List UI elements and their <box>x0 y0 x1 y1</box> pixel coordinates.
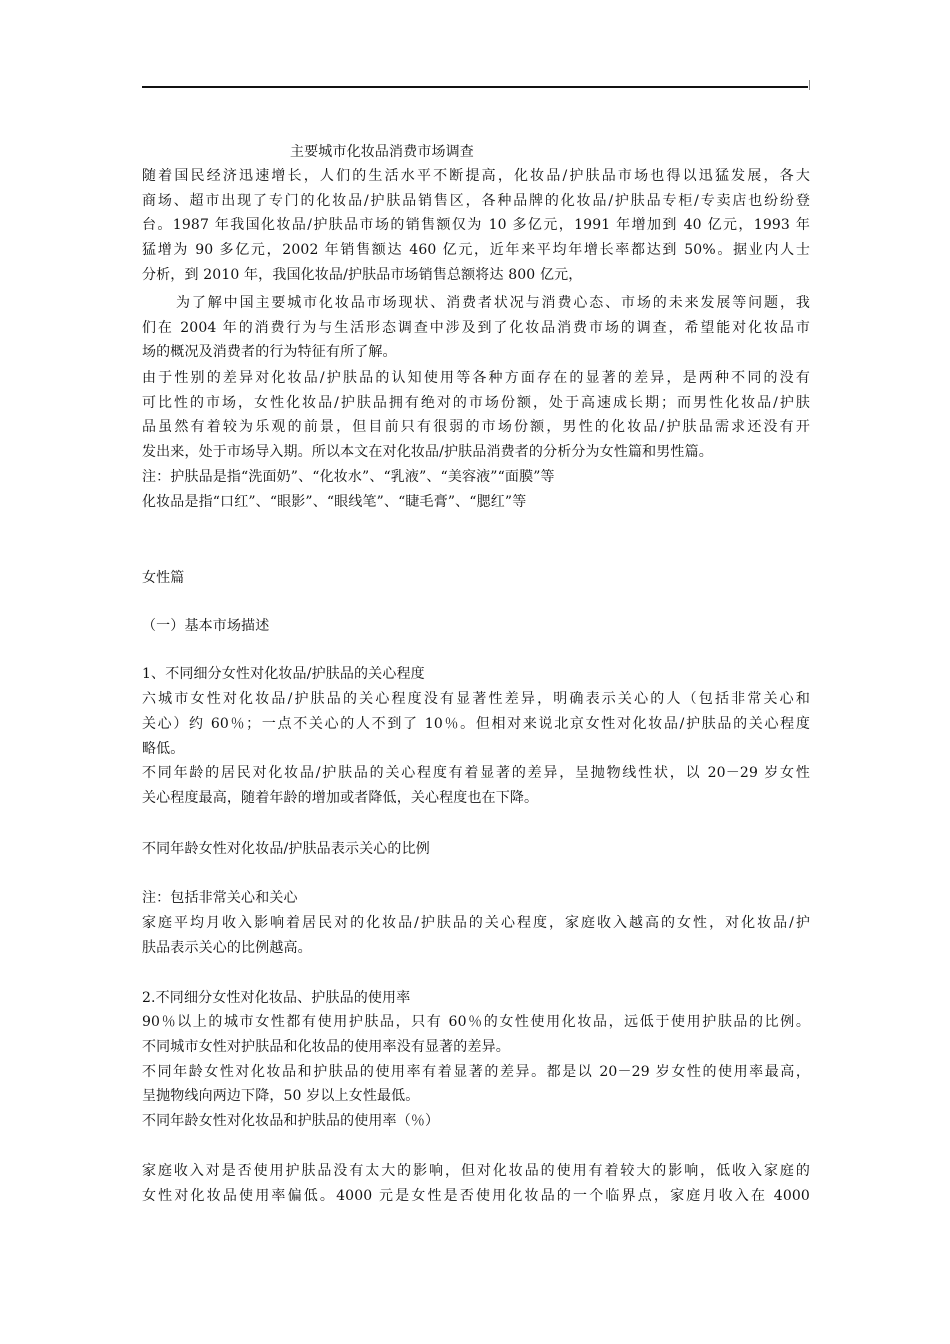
care-line: 关心）约 60％；一点不关心的人不到了 10％。但相对来说北京女性对化妆品/护肤品的关心程度 <box>142 716 810 732</box>
purpose-line: 们在 2004 年的消费行为与生活形态调查中涉及到了化妆品消费市场的调查，希望能对化妆品市 <box>142 320 810 336</box>
income-care-line: 家庭平均月收入影响着居民对的化妆品/护肤品的关心程度，家庭收入越高的女性，对化妆品/护 <box>142 915 810 931</box>
intro-line: 分析，到 2010 年，我国化妆品/护肤品市场销售总额将达 800 亿元， <box>142 267 583 283</box>
intro-line: 猛增为 90 多亿元，2002 年销售额达 460 亿元，近年来平均年增长率都达到 50%。据业内人士 <box>142 242 810 258</box>
intro-line: 商场、超市出现了专门的化妆品/护肤品销售区，各种品牌的化妆品/护肤品专柜/专卖店也纷纷登 <box>142 193 810 209</box>
gender-line: 由于性别的差异对化妆品/护肤品的认知使用等各种方面存在的显著的差异，是两种不同的没有 <box>142 370 810 386</box>
age-care-line: 不同年龄的居民对化妆品/护肤品的关心程度有着显著的差异，呈抛物线性状，以 20－29 岁女性 <box>142 765 810 781</box>
purpose-line: 场的概况及消费者的行为特征有所了解。 <box>142 344 397 360</box>
caption-care-by-age: 不同年龄女性对化妆品/护肤品表示关心的比例 <box>142 841 430 857</box>
usage-line: 90％以上的城市女性都有使用护肤品，只有 60％的女性使用化妆品，远低于使用护肤品的比例。 <box>142 1014 810 1030</box>
document-title: 主要城市化妆品消费市场调查 <box>290 144 474 160</box>
income-usage-line: 女性对化妆品使用率偏低。4000 元是女性是否使用化妆品的一个临界点，家庭月收入在 4000 <box>142 1188 810 1204</box>
heading-care-level: 1、不同细分女性对化妆品/护肤品的关心程度 <box>142 666 425 682</box>
heading-usage-rate: 2.不同细分女性对化妆品、护肤品的使用率 <box>142 990 411 1006</box>
subsection-market-description: （一）基本市场描述 <box>142 618 270 634</box>
purpose-line: 为了解中国主要城市化妆品市场现状、消费者状况与消费心态、市场的未来发展等问题，我 <box>176 295 810 311</box>
age-usage-line: 呈抛物线向两边下降，50 岁以上女性最低。 <box>142 1088 420 1104</box>
gender-line: 可比性的市场，女性化妆品/护肤品拥有绝对的市场份额，处于高速成长期；而男性化妆品/护肤 <box>142 395 810 411</box>
income-usage-line: 家庭收入对是否使用护肤品没有太大的影响，但对化妆品的使用有着较大的影响，低收入家庭的 <box>142 1163 810 1179</box>
section-female: 女性篇 <box>142 570 185 586</box>
intro-line: 随着国民经济迅速增长，人们的生活水平不断提高，化妆品/护肤品市场也得以迅猛发展，各大 <box>142 168 810 184</box>
care-line: 六城市女性对化妆品/护肤品的关心程度没有显著性差异，明确表示关心的人（包括非常关心和 <box>142 691 810 707</box>
header-rule <box>142 86 808 88</box>
header-rule-end-mark <box>809 80 810 90</box>
gender-line: 品虽然有着较为乐观的前景，但目前只有很弱的市场份额，男性的化妆品/护肤品需求还没有开 <box>142 419 810 435</box>
age-care-line: 关心程度最高，随着年龄的增加或者降低，关心程度也在下降。 <box>142 790 539 806</box>
care-line: 略低。 <box>142 741 185 757</box>
gender-line: 发出来，处于市场导入期。所以本文在对化妆品/护肤品消费者的分析分为女性篇和男性篇。 <box>142 444 713 460</box>
note-skincare: 注：护肤品是指“洗面奶”、“化妆水”、“乳液”、“美容液”“面膜”等 <box>142 469 555 485</box>
usage-line: 不同城市女性对护肤品和化妆品的使用率没有显著的差异。 <box>142 1039 510 1055</box>
note-care-definition: 注：包括非常关心和关心 <box>142 890 298 906</box>
caption-usage-by-age: 不同年龄女性对化妆品和护肤品的使用率（％） <box>142 1113 440 1129</box>
income-care-line: 肤品表示关心的比例越高。 <box>142 940 312 956</box>
age-usage-line: 不同年龄女性对化妆品和护肤品的使用率有着显著的差异。都是以 20－29 岁女性的使用率最高， <box>142 1064 810 1080</box>
note-cosmetics: 化妆品是指“口红”、“眼影”、“眼线笔”、“睫毛膏”、“腮红”等 <box>142 494 527 510</box>
intro-line: 台。1987 年我国化妆品/护肤品市场的销售额仅为 10 多亿元，1991 年增加到 40 亿元，1993 年 <box>142 217 810 233</box>
